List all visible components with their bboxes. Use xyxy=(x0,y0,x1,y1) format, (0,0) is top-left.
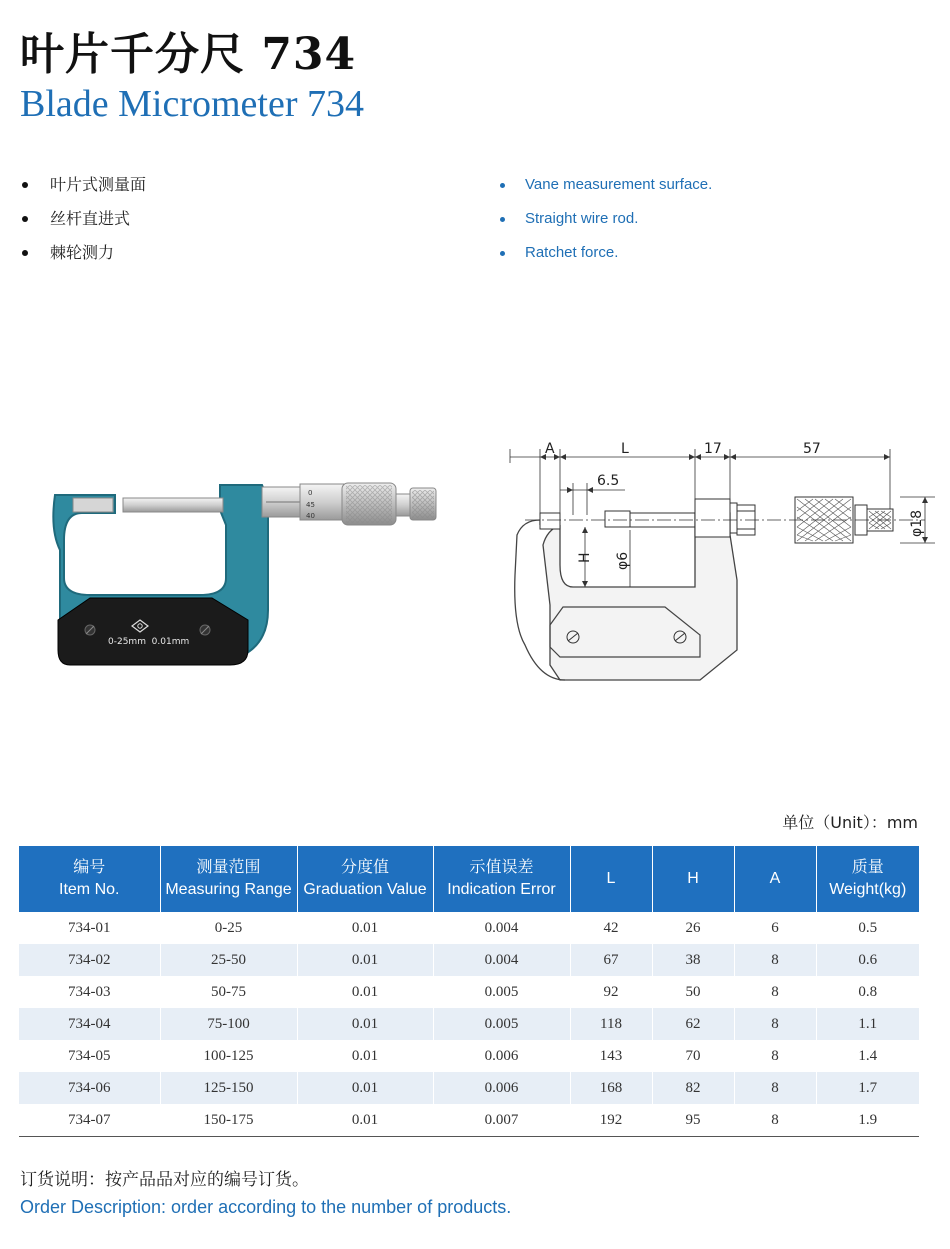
column-header: 分度值 Graduation Value xyxy=(297,846,433,912)
table-cell: 62 xyxy=(652,1008,734,1040)
table-cell: 67 xyxy=(570,944,652,976)
drawing-frame xyxy=(540,513,737,680)
table-cell: 0.006 xyxy=(433,1072,570,1104)
table-cell: 0.01 xyxy=(297,912,433,944)
table-cell: 0.004 xyxy=(433,944,570,976)
table-cell: 75-100 xyxy=(160,1008,297,1040)
table-cell: 8 xyxy=(734,1040,816,1072)
column-header: 示值误差 Indication Error xyxy=(433,846,570,912)
table-cell: 26 xyxy=(652,912,734,944)
dimension-drawing xyxy=(505,435,935,695)
table-cell: 70 xyxy=(652,1040,734,1072)
feature-item: Vane measurement surface. xyxy=(498,173,712,207)
table-cell: 0.01 xyxy=(297,1008,433,1040)
column-header: 测量范围 Measuring Range xyxy=(160,846,297,912)
page-title-en: Blade Micrometer 734 xyxy=(20,83,365,125)
table-cell: 0.5 xyxy=(858,919,878,936)
micrometer-photo xyxy=(40,470,450,675)
table-cell: 0.8 xyxy=(858,983,878,1000)
feature-item: Ratchet force. xyxy=(498,241,712,275)
table-cell: 50 xyxy=(652,976,734,1008)
table-row xyxy=(19,976,919,1008)
dim-label-phi18: φ18 xyxy=(909,509,925,537)
feature-item: 叶片式测量面 xyxy=(20,173,146,207)
column-header: 编号 Item No. xyxy=(19,846,160,912)
table-row xyxy=(19,1072,919,1104)
range-label: 0-25mm 0.01mm xyxy=(108,637,190,647)
table-cell: 8 xyxy=(734,1072,816,1104)
thimble-number: 0 xyxy=(308,489,313,497)
table-cell: 1.1 xyxy=(816,1008,919,1040)
feature-item: 棘轮测力 xyxy=(20,241,146,275)
table-cell: 0.01 xyxy=(297,976,433,1008)
column-header: A xyxy=(734,846,816,912)
dim-label-6-5: 6.5 xyxy=(597,473,620,489)
table-cell: 150-175 xyxy=(160,1104,297,1137)
table-cell: 6 xyxy=(734,912,816,944)
table-cell: 0.01 xyxy=(297,1040,433,1072)
thimble-number: 40 xyxy=(306,512,315,520)
table-header-row xyxy=(19,846,919,912)
table-cell: 118 xyxy=(570,1008,652,1040)
unit-note: 单位（Unit）：mm xyxy=(782,813,918,832)
table-cell: 192 xyxy=(570,1104,652,1137)
table-cell: 25-50 xyxy=(160,944,297,976)
table-cell: 42 xyxy=(570,912,652,944)
table-cell: 125-150 xyxy=(160,1072,297,1104)
table-cell: 1.7 xyxy=(816,1072,919,1104)
feature-list-en xyxy=(498,173,712,275)
table-cell: 8 xyxy=(734,944,816,976)
table-cell: 0-25 xyxy=(160,912,297,944)
table-cell: 50-75 xyxy=(160,976,297,1008)
table-cell: 0.6 xyxy=(816,944,919,976)
table-cell: 8 xyxy=(734,1104,816,1137)
table-cell: 168 xyxy=(570,1072,652,1104)
ratchet-neck xyxy=(396,494,410,516)
dim-label-57: 57 xyxy=(803,441,821,457)
table-cell: 734-01 xyxy=(19,912,160,944)
order-description-en: Order Description: order according to the number of products. xyxy=(20,1197,512,1217)
table-row xyxy=(19,1104,919,1137)
table-cell: 1.9 xyxy=(816,1104,919,1137)
dim-label-a: A xyxy=(545,441,555,457)
table-cell: 0.005 xyxy=(433,1008,570,1040)
spindle xyxy=(123,498,223,512)
table-cell: 734-06 xyxy=(19,1072,160,1104)
table-cell: 1.4 xyxy=(858,1047,878,1064)
table-cell: 100-125 xyxy=(160,1040,297,1072)
table-cell: 0.01 xyxy=(297,1072,433,1104)
feature-list-cn xyxy=(20,173,146,275)
table-row xyxy=(19,1040,919,1072)
table-row xyxy=(19,944,919,976)
table-cell: 734-04 xyxy=(19,1008,160,1040)
page-title-cn: 叶片千分尺 734 xyxy=(20,29,357,80)
table-row xyxy=(19,1008,919,1040)
table-cell: 734-05 xyxy=(19,1040,160,1072)
table-cell: 0.01 xyxy=(297,1104,433,1137)
column-header: L xyxy=(570,846,652,912)
thimble-number: 45 xyxy=(306,501,315,509)
dim-label-h: H xyxy=(577,552,593,563)
table-cell: 734-03 xyxy=(19,976,160,1008)
table-cell: 734-07 xyxy=(19,1104,160,1137)
dim-label-phi6: φ6 xyxy=(615,551,631,570)
order-description-cn: 订货说明：按产品品对应的编号订货。 xyxy=(20,1170,309,1190)
table-cell: 38 xyxy=(652,944,734,976)
table-cell: 95 xyxy=(652,1104,734,1137)
table-cell: 0.004 xyxy=(433,912,570,944)
spec-table xyxy=(19,846,919,1137)
feature-item: Straight wire rod. xyxy=(498,207,712,241)
table-cell: 0.007 xyxy=(433,1104,570,1137)
table-cell: 734-02 xyxy=(19,944,160,976)
dim-label-17: 17 xyxy=(704,441,722,457)
table-cell: 0.01 xyxy=(297,944,433,976)
dim-label-l: L xyxy=(621,441,629,457)
table-body xyxy=(19,912,919,1137)
table-cell: 143 xyxy=(570,1040,652,1072)
anvil xyxy=(73,498,113,512)
table-cell: 8 xyxy=(734,1008,816,1040)
table-cell: 82 xyxy=(652,1072,734,1104)
table-row xyxy=(19,912,919,944)
table-cell: 8 xyxy=(734,976,816,1008)
table-cell: 92 xyxy=(570,976,652,1008)
column-header: H xyxy=(652,846,734,912)
column-header: 质量 Weight(kg) xyxy=(816,846,919,912)
table-cell: 0.006 xyxy=(433,1040,570,1072)
feature-item: 丝杆直进式 xyxy=(20,207,146,241)
table-cell: 0.005 xyxy=(433,976,570,1008)
